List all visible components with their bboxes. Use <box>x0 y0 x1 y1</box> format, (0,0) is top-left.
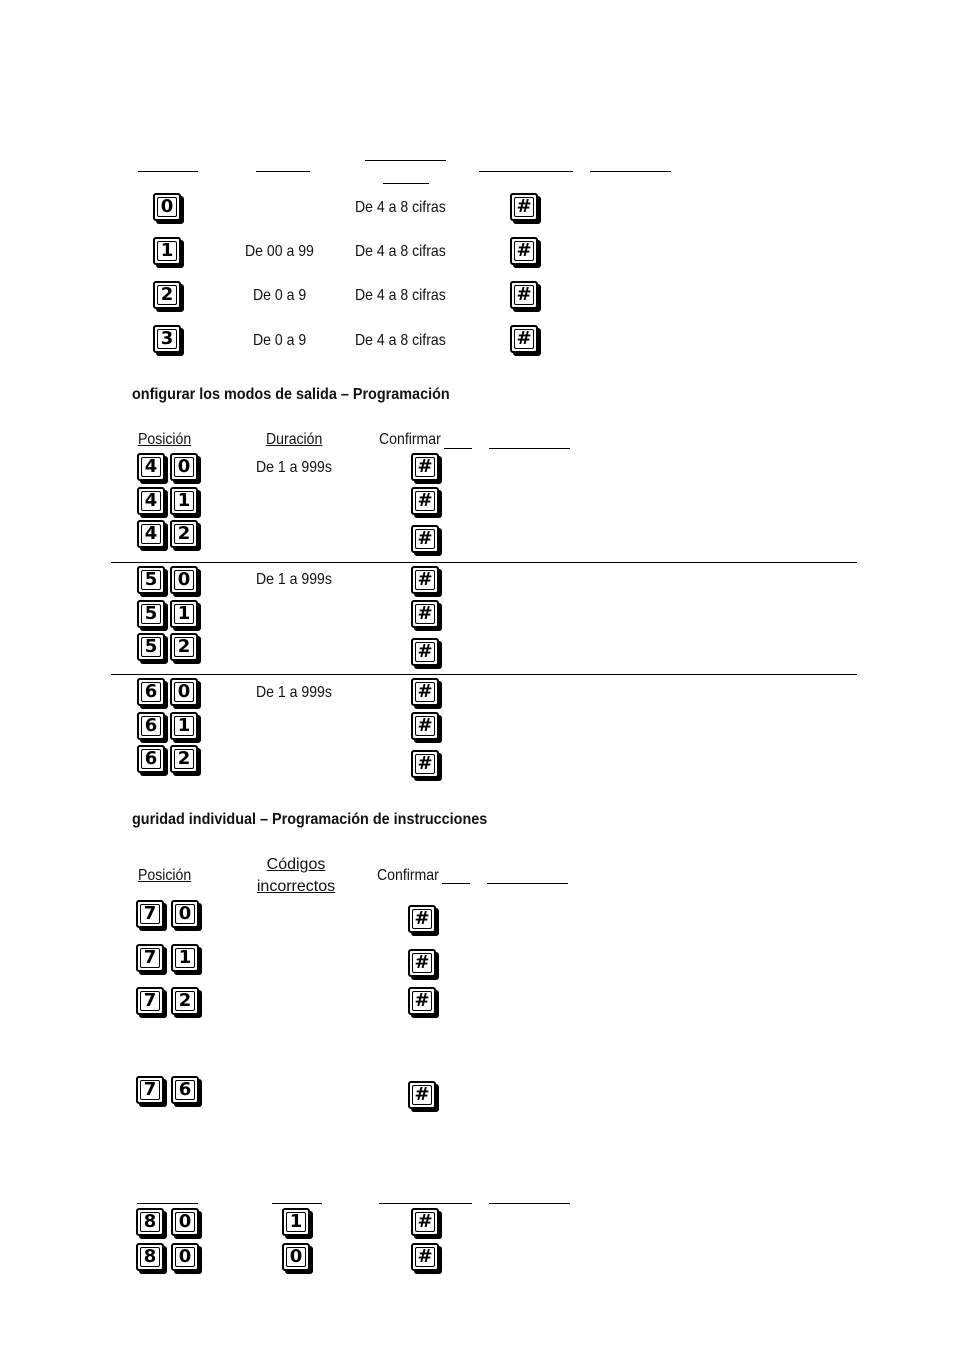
hash-key-icon: # <box>510 193 538 221</box>
key-5-icon: 5 <box>137 633 165 661</box>
header-underline <box>489 1203 570 1204</box>
header-underline <box>365 160 446 161</box>
key-0-icon: 0 <box>282 1243 310 1271</box>
key-2-icon: 2 <box>170 633 198 661</box>
hash-key-icon: # <box>411 525 439 553</box>
group-divider <box>111 674 857 675</box>
column-header-confirm: Confirmar <box>377 867 439 884</box>
header-underline <box>256 171 310 172</box>
hash-key-icon: # <box>411 453 439 481</box>
range-value: De 00 a 99 <box>245 243 314 260</box>
key-6-icon: 6 <box>137 712 165 740</box>
key-4-icon: 4 <box>137 520 165 548</box>
column-header-duration: Duración <box>266 431 323 448</box>
range-value: De 0 a 9 <box>253 287 307 304</box>
section-title: guridad individual – Programación de instrucciones <box>132 811 488 828</box>
duration-value: De 1 a 999s <box>256 459 332 476</box>
range-value: De 0 a 9 <box>253 332 307 349</box>
code-length: De 4 a 8 cifras <box>355 332 446 349</box>
hash-key-icon: # <box>408 987 436 1015</box>
key-2-icon: 2 <box>171 987 199 1015</box>
key-2-icon: 2 <box>170 520 198 548</box>
key-6-icon: 6 <box>171 1076 199 1104</box>
key-0-icon: 0 <box>170 678 198 706</box>
key-4-icon: 4 <box>137 487 165 515</box>
hash-key-icon: # <box>411 678 439 706</box>
key-7-icon: 7 <box>136 944 164 972</box>
key-4-icon: 4 <box>137 453 165 481</box>
key-6-icon: 6 <box>137 745 165 773</box>
key-0-icon: 0 <box>170 566 198 594</box>
key-0-icon: 0 <box>171 1243 199 1271</box>
key-8-icon: 8 <box>136 1208 164 1236</box>
hash-key-icon: # <box>411 712 439 740</box>
hash-key-icon: # <box>411 600 439 628</box>
hash-key-icon: # <box>411 566 439 594</box>
key-1-icon: 1 <box>170 487 198 515</box>
key-1-icon: 1 <box>170 600 198 628</box>
key-0-icon: 0 <box>170 453 198 481</box>
key-1-icon: 1 <box>170 712 198 740</box>
header-underline <box>442 883 470 884</box>
key-7-icon: 7 <box>136 900 164 928</box>
column-header-confirm: Confirmar <box>379 431 441 448</box>
key-5-icon: 5 <box>137 566 165 594</box>
key-0-icon: 0 <box>171 1208 199 1236</box>
key-2-icon: 2 <box>170 745 198 773</box>
header-underline <box>590 171 671 172</box>
hash-key-icon: # <box>411 1243 439 1271</box>
key-0-icon: 0 <box>153 193 181 221</box>
duration-value: De 1 a 999s <box>256 571 332 588</box>
key-7-icon: 7 <box>136 1076 164 1104</box>
hash-key-icon: # <box>411 487 439 515</box>
key-6-icon: 6 <box>137 678 165 706</box>
column-header-position: Posición <box>138 431 192 448</box>
hash-key-icon: # <box>411 1208 439 1236</box>
header-underline <box>383 183 429 184</box>
code-length: De 4 a 8 cifras <box>355 199 446 216</box>
code-length: De 4 a 8 cifras <box>355 287 446 304</box>
column-header-wrong-codes: incorrectos <box>256 878 336 895</box>
hash-key-icon: # <box>408 949 436 977</box>
key-2-icon: 2 <box>153 281 181 309</box>
hash-key-icon: # <box>510 281 538 309</box>
key-1-icon: 1 <box>153 237 181 265</box>
header-underline <box>487 883 568 884</box>
key-1-icon: 1 <box>282 1208 310 1236</box>
column-header-wrong-codes: Códigos <box>266 856 326 873</box>
duration-value: De 1 a 999s <box>256 684 332 701</box>
key-1-icon: 1 <box>171 944 199 972</box>
header-underline <box>479 171 573 172</box>
header-underline <box>272 1203 322 1204</box>
code-length: De 4 a 8 cifras <box>355 243 446 260</box>
section-title: onfigurar los modos de salida – Programación <box>132 386 450 403</box>
hash-key-icon: # <box>408 1081 436 1109</box>
header-underline <box>379 1203 472 1204</box>
hash-key-icon: # <box>411 750 439 778</box>
header-underline <box>489 448 570 449</box>
header-underline <box>137 1203 198 1204</box>
key-0-icon: 0 <box>171 900 199 928</box>
key-3-icon: 3 <box>153 325 181 353</box>
column-header-position: Posición <box>138 867 192 884</box>
hash-key-icon: # <box>510 325 538 353</box>
hash-key-icon: # <box>411 638 439 666</box>
group-divider <box>111 562 857 563</box>
header-underline <box>444 448 472 449</box>
header-underline <box>138 171 198 172</box>
hash-key-icon: # <box>408 905 436 933</box>
key-8-icon: 8 <box>136 1243 164 1271</box>
hash-key-icon: # <box>510 237 538 265</box>
key-7-icon: 7 <box>136 987 164 1015</box>
key-5-icon: 5 <box>137 600 165 628</box>
